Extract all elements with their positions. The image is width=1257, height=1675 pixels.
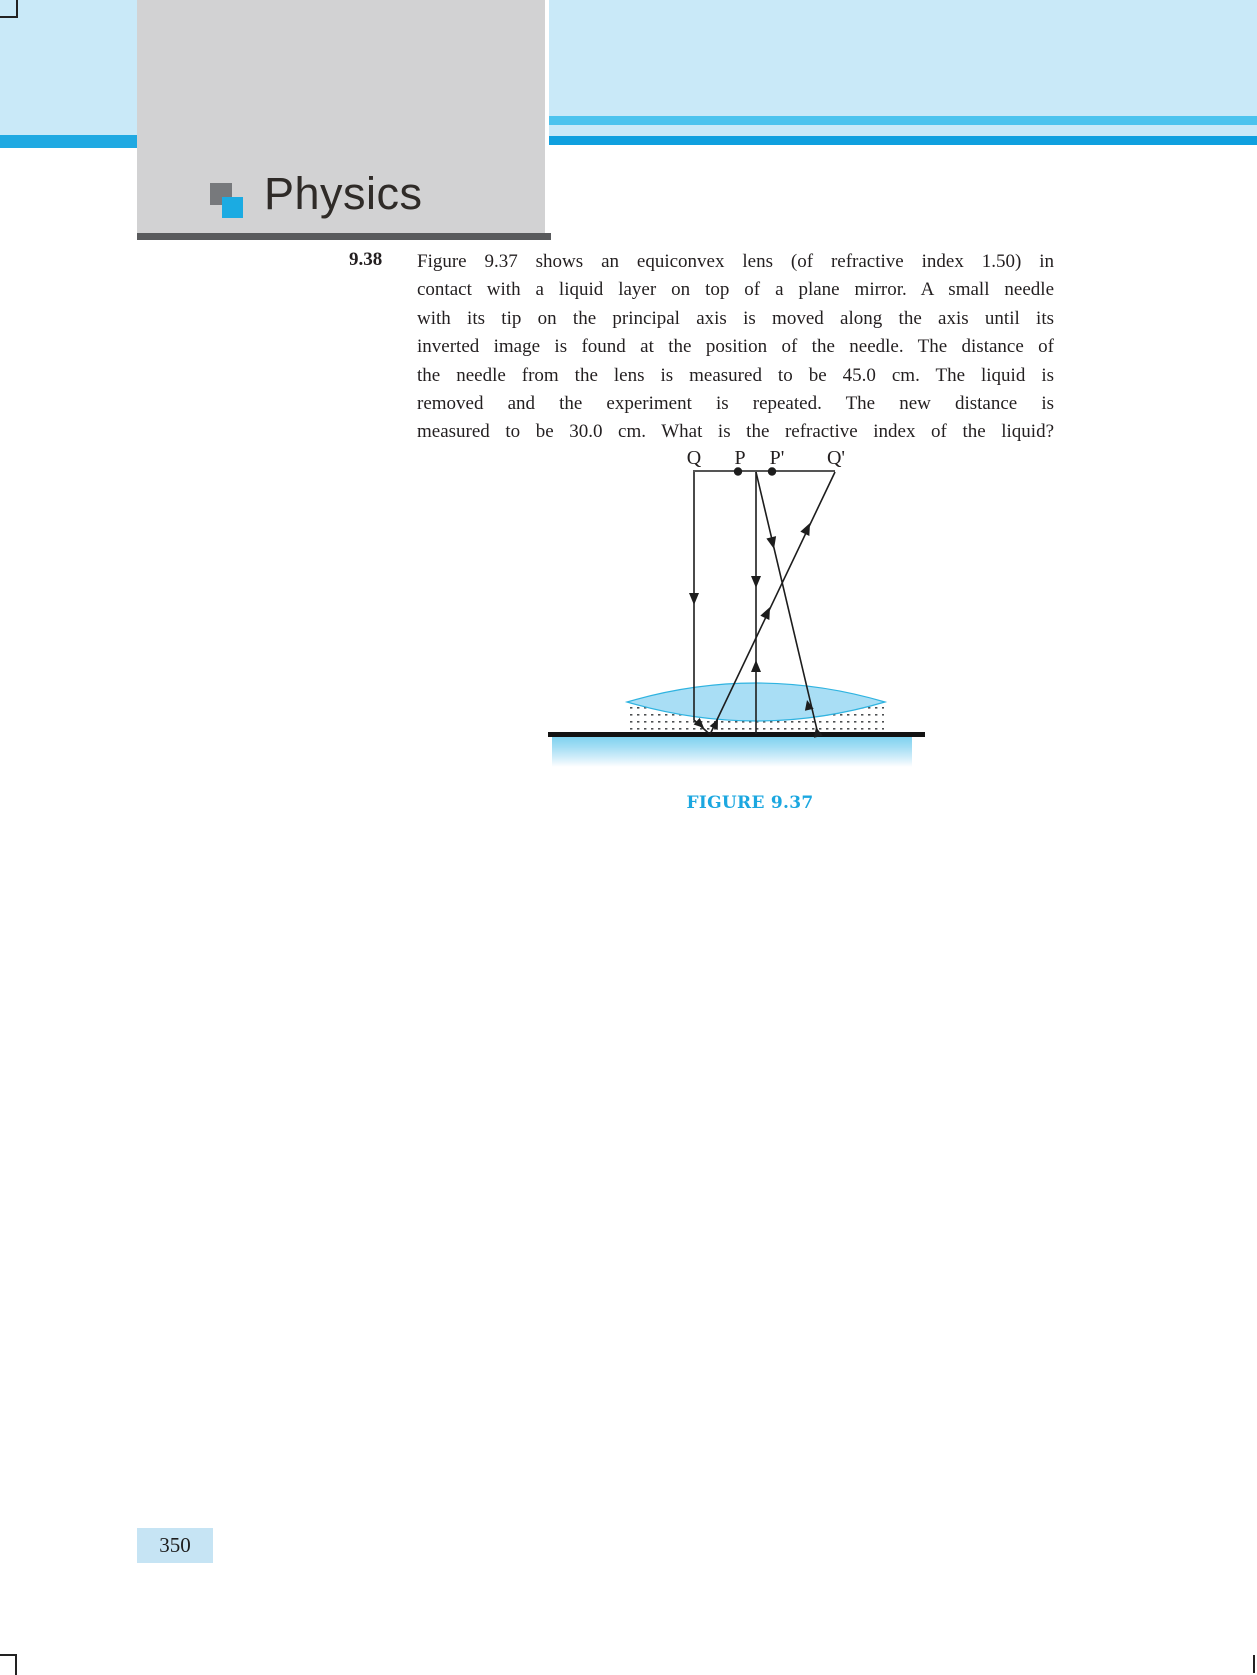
label-P: P — [734, 447, 746, 469]
header-band-right — [549, 0, 1257, 116]
crop-mark-top-left — [0, 0, 18, 18]
mirror-shading — [552, 737, 912, 767]
chapter-squares-icon-accent — [222, 197, 243, 218]
header-stripe-right-top — [549, 116, 1257, 125]
label-Q: Q — [686, 447, 702, 469]
label-Q-prime: Q' — [826, 447, 846, 469]
header-stripe-right-bottom — [549, 136, 1257, 145]
header-band-left — [0, 0, 137, 135]
problem-line: measured to be 30.0 cm. What is the refractive index of the liquid? — [417, 421, 1054, 443]
problem-line: with its tip on the principal axis is moved along the axis until its — [417, 307, 1054, 329]
problem-number: 9.38 — [349, 249, 383, 270]
chapter-title: Physics — [264, 168, 423, 219]
chapter-header-underline — [137, 233, 551, 240]
problem-line: removed and the experiment is repeated. The new distance is — [417, 393, 1054, 415]
problem-line: Figure 9.37 shows an equiconvex lens (of refractive index 1.50) in — [417, 251, 1054, 272]
page-number-badge — [137, 1528, 213, 1563]
problem-line: the needle from the lens is measured to be 45.0 cm. The liquid is — [417, 364, 1054, 386]
header-band-right-gap — [549, 125, 1257, 136]
problem-line: contact with a liquid layer on top of a plane mirror. A small needle — [417, 279, 1054, 301]
page-number: 350 — [159, 1533, 191, 1557]
crop-mark-bottom-right — [1253, 1655, 1255, 1673]
plane-mirror — [548, 732, 925, 737]
header-stripe-left — [0, 135, 137, 148]
crop-mark-bottom-left — [0, 1654, 17, 1675]
problem-line: inverted image is found at the position of the needle. The distance of — [417, 336, 1054, 358]
label-P-prime: P' — [769, 447, 785, 469]
lens-mirror-diagram — [500, 415, 930, 815]
figure-caption: FIGURE 9.37 — [686, 793, 814, 813]
